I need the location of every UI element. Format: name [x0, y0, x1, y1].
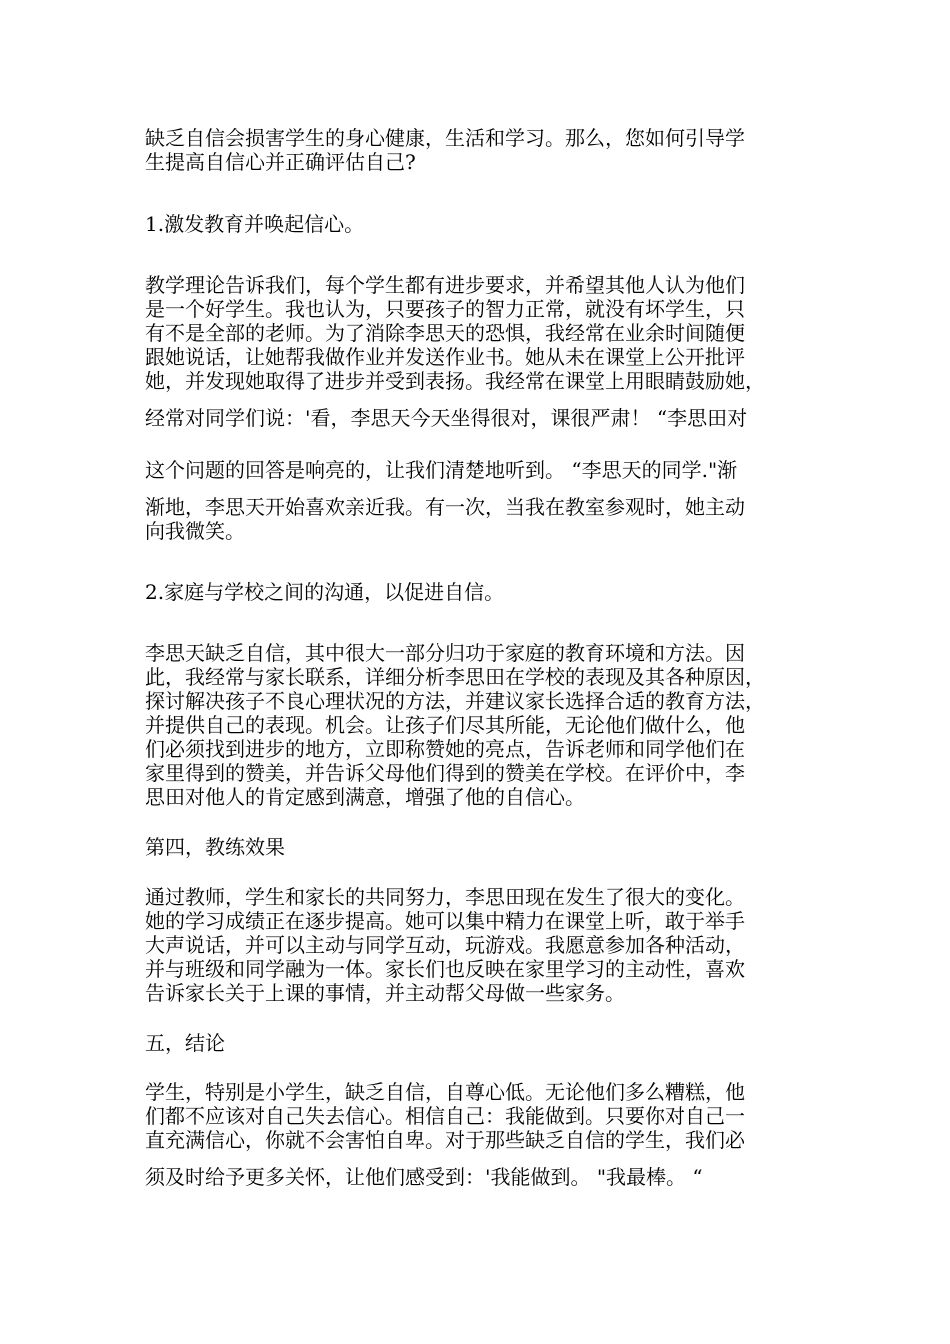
- para-4-line: 并与班级和同学融为一体。家长们也反映在家里学习的主动性，喜欢: [145, 957, 745, 981]
- para-1-line: 这个问题的回答是响亮的，让我们清楚地听到。 “李思天的同学."渐: [145, 458, 738, 482]
- para-2-line: 此，我经常与家长联系，详细分析李思田在学校的表现及其各种原因，: [145, 665, 765, 689]
- para-1-line: 教学理论告诉我们，每个学生都有进步要求，并希望其他人认为他们: [145, 273, 745, 297]
- para-5-line: 直充满信心，你就不会害怕自卑。对于那些缺乏自信的学生，我们必: [145, 1128, 745, 1152]
- para-4-line: 她的学习成绩正在逐步提高。她可以集中精力在课堂上听，敢于举手: [145, 909, 745, 933]
- para-5-line: 须及时给予更多关怀，让他们感受到：'我能做到。 "我最棒。 “: [145, 1165, 703, 1189]
- para-2-line: 们必须找到进步的地方，立即称赞她的亮点，告诉老师和同学他们在: [145, 737, 745, 761]
- para-1-line: 有不是全部的老师。为了消除李思天的恐惧，我经常在业余时间随便: [145, 321, 745, 345]
- para-2-line: 思田对他人的肯定感到满意，增强了他的自信心。: [145, 785, 585, 809]
- para-1-line: 跟她说话，让她帮我做作业并发送作业书。她从未在课堂上公开批评: [145, 345, 745, 369]
- intro-line: 生提高自信心并正确评估自己?: [145, 150, 416, 174]
- para-5-line: 学生，特别是小学生，缺乏自信，自尊心低。无论他们多么糟糕，他: [145, 1080, 745, 1104]
- section-heading-1: 1.激发教育并唤起信心。: [145, 212, 365, 236]
- para-2-line: 并提供自己的表现。机会。让孩子们尽其所能，无论他们做什么，他: [145, 713, 745, 737]
- section-heading-2: 2.家庭与学校之间的沟通，以促进自信。: [145, 580, 505, 604]
- para-2-line: 李思天缺乏自信，其中很大一部分归功于家庭的教育环境和方法。因: [145, 641, 745, 665]
- para-1-line: 经常对同学们说：'看，李思天今天坐得很对，课很严肃！ “李思田对: [145, 406, 748, 430]
- para-1-line: 向我微笑。: [145, 519, 245, 543]
- section-heading-4: 第四，教练效果: [145, 835, 285, 859]
- para-1-line: 渐地，李思天开始喜欢亲近我。有一次，当我在教室参观时，她主动: [145, 495, 745, 519]
- para-2-line: 家里得到的赞美，并告诉父母他们得到的赞美在学校。在评价中，李: [145, 761, 745, 785]
- para-2-line: 探讨解决孩子不良心理状况的方法，并建议家长选择合适的教育方法，: [145, 689, 765, 713]
- para-5-line: 们都不应该对自己失去信心。相信自己：我能做到。只要你对自己一: [145, 1104, 745, 1128]
- intro-line: 缺乏自信会损害学生的身心健康，生活和学习。那么，您如何引导学: [145, 126, 745, 150]
- para-1-line: 她，并发现她取得了进步并受到表扬。我经常在课堂上用眼睛鼓励她，: [145, 369, 765, 393]
- para-4-line: 大声说话，并可以主动与同学互动，玩游戏。我愿意参加各种活动，: [145, 933, 745, 957]
- section-heading-5: 五，结论: [145, 1031, 225, 1055]
- para-4-line: 告诉家长关于上课的事情，并主动帮父母做一些家务。: [145, 981, 625, 1005]
- para-4-line: 通过教师，学生和家长的共同努力，李思田现在发生了很大的变化。: [145, 885, 745, 909]
- para-1-line: 是一个好学生。我也认为，只要孩子的智力正常，就没有坏学生，只: [145, 297, 745, 321]
